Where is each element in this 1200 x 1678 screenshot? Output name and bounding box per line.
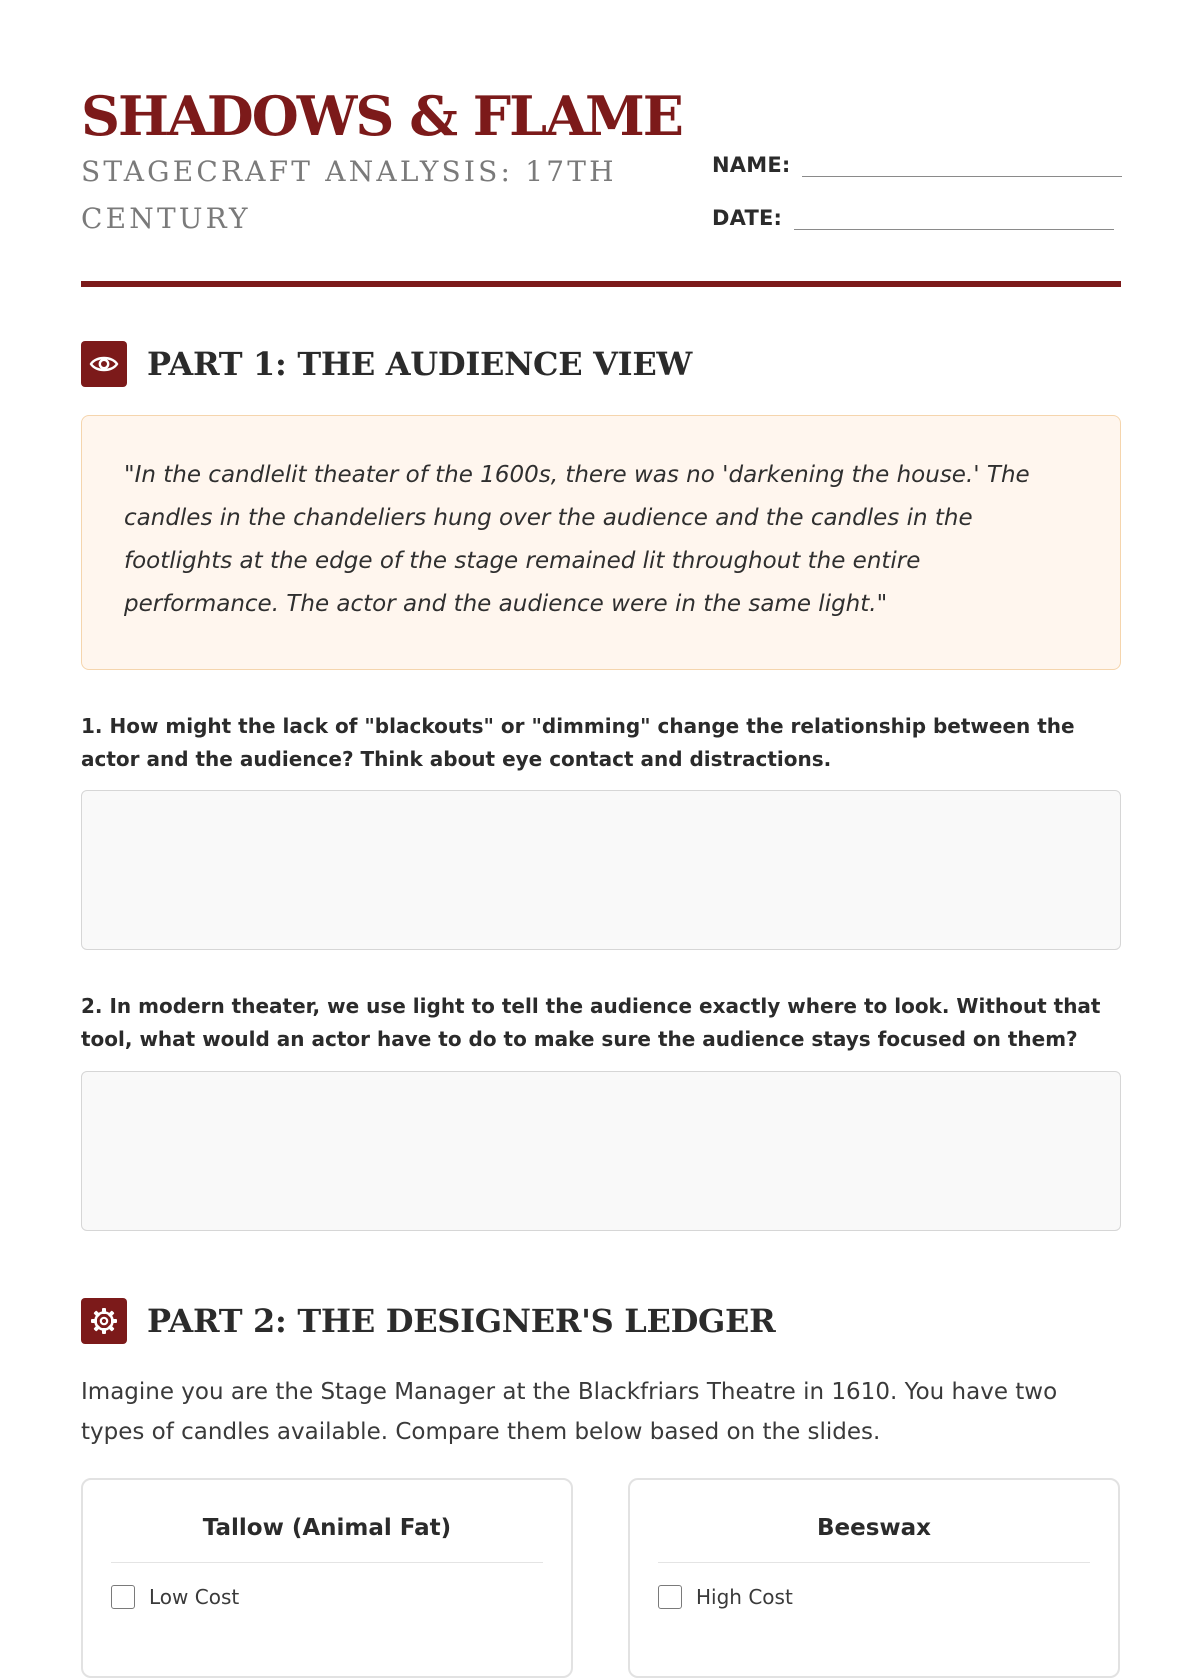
name-field[interactable]	[712, 152, 1122, 177]
card-title: Tallow (Animal Fat)	[111, 1480, 543, 1563]
part1-heading	[81, 341, 692, 387]
date-label: DATE:	[712, 206, 783, 230]
part2-intro: Imagine you are the Stage Manager at the Blackfriars Theatre in 1610. You have two types of candles available. Compare them below based on the slides.	[81, 1379, 1058, 1445]
answer-box-2[interactable]	[81, 1071, 1121, 1231]
checklist-item[interactable]	[111, 1585, 543, 1609]
question-2: 2. In modern theater, we use light to tell the audience exactly where to look. Without that tool, what would an actor have to do to make sure the audience stays focused on them?	[81, 994, 1101, 1051]
date-field[interactable]	[712, 205, 1114, 230]
gear-icon	[81, 1298, 127, 1344]
page-subtitle: STAGECRAFT ANALYSIS: 17TH CENTURY	[81, 155, 617, 235]
checkbox[interactable]	[658, 1585, 682, 1609]
checklist-item[interactable]	[658, 1585, 1090, 1609]
quote-box	[81, 415, 1121, 670]
date-input-line[interactable]	[794, 205, 1114, 230]
question-1: 1. How might the lack of "blackouts" or "dimming" change the relationship between the actor and the audience? Think about eye contact and distractions.	[81, 714, 1075, 771]
part1-title: PART 1: THE AUDIENCE VIEW	[147, 345, 693, 383]
checkbox[interactable]	[111, 1585, 135, 1609]
candle-card-beeswax	[628, 1478, 1120, 1678]
header-divider	[81, 281, 1121, 287]
eye-icon	[81, 341, 127, 387]
part2-heading	[81, 1298, 775, 1344]
checklist-item-label: High Cost	[696, 1585, 793, 1609]
candle-card-tallow	[81, 1478, 573, 1678]
name-label: NAME:	[712, 153, 791, 177]
checklist-item-label: Low Cost	[149, 1585, 240, 1609]
answer-box-1[interactable]	[81, 790, 1121, 950]
card-title: Beeswax	[658, 1480, 1090, 1563]
part2-title: PART 2: THE DESIGNER'S LEDGER	[147, 1302, 776, 1340]
name-input-line[interactable]	[802, 152, 1122, 177]
quote-text: "In the candlelit theater of the 1600s, there was no 'darkening the house.' The candles in the chandeliers hung over the audience and the candles in the footlights at the edge of the stage remained lit throughout the entire performance. The actor and the audience were in the same light."	[124, 462, 1030, 617]
page-title: SHADOWS & FLAME	[81, 84, 682, 148]
